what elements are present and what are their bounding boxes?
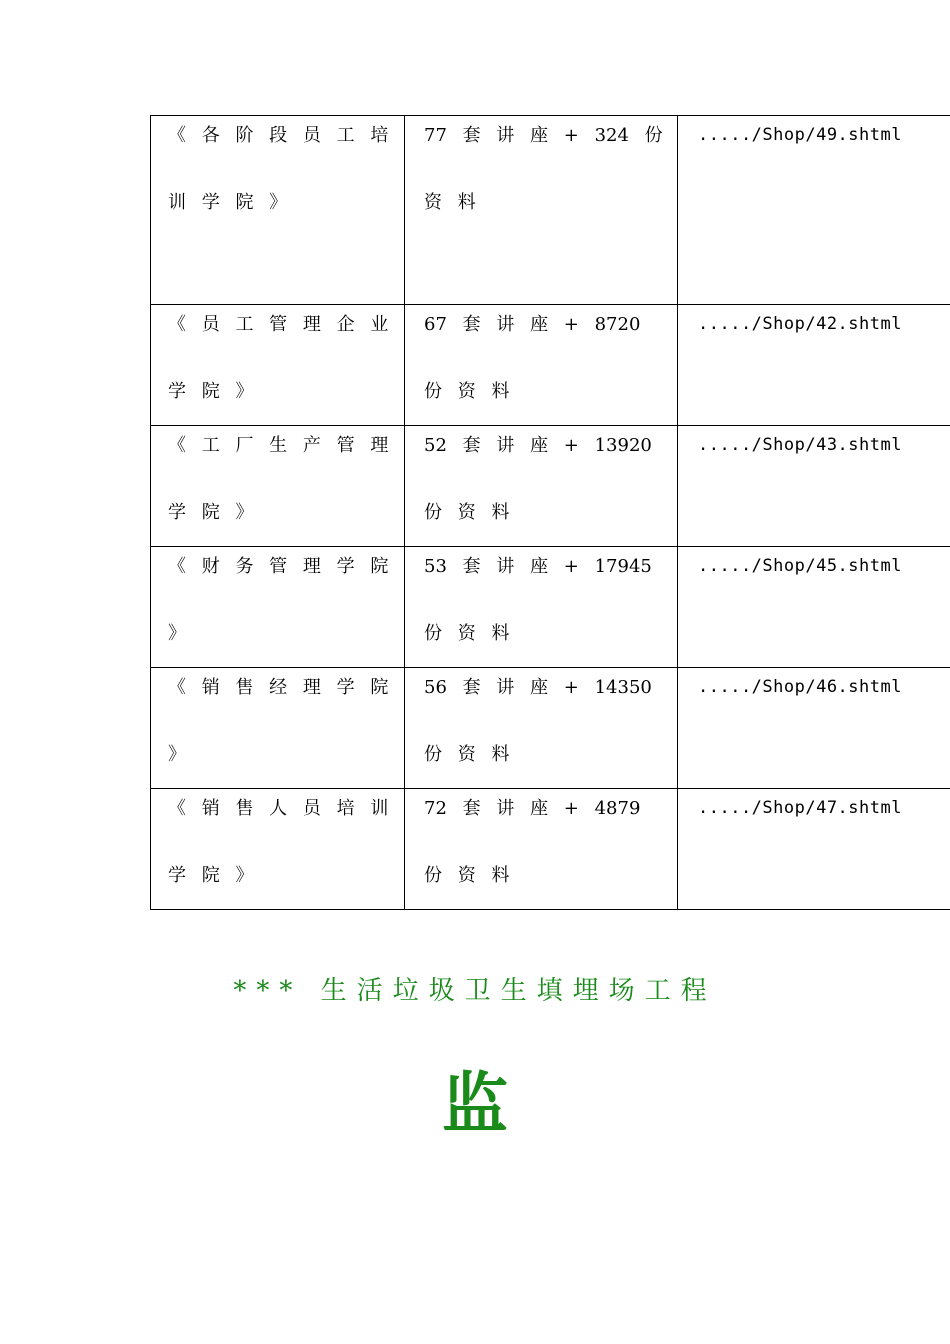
row-desc-cell: [405, 789, 678, 910]
row-title: 《 工 厂 生 产 管 理 学 院 》: [168, 435, 389, 523]
table-row: [151, 789, 950, 910]
row-link[interactable]: ...../Shop/45.shtml: [698, 556, 902, 576]
cover-title-char: 监: [442, 1064, 508, 1142]
row-link[interactable]: ...../Shop/43.shtml: [698, 435, 902, 455]
table-row: [151, 547, 950, 668]
row-title-cell: [151, 547, 405, 668]
row-title-cell: [151, 668, 405, 789]
row-desc-cell: [405, 547, 678, 668]
row-link[interactable]: ...../Shop/42.shtml: [698, 314, 902, 334]
project-heading: *** 生活垃圾卫生填埋场工程: [233, 976, 717, 1006]
row-link-cell: [678, 789, 950, 910]
table-row: [151, 116, 950, 305]
row-desc: 56 套 讲 座 + 14350 份 资 料: [424, 677, 652, 765]
table-row: [151, 668, 950, 789]
course-table: [150, 115, 950, 910]
row-title-cell: [151, 789, 405, 910]
row-link-cell: [678, 668, 950, 789]
row-link-cell: [678, 305, 950, 426]
row-link-cell: [678, 116, 950, 305]
row-desc: 53 套 讲 座 + 17945 份 资 料: [424, 556, 652, 644]
row-desc: 67 套 讲 座 + 8720 份 资 料: [424, 314, 641, 402]
row-link[interactable]: ...../Shop/46.shtml: [698, 677, 902, 697]
row-desc: 72 套 讲 座 + 4879 份 资 料: [424, 798, 641, 886]
row-desc-cell: [405, 426, 678, 547]
row-title: 《 各 阶 段 员 工 培 训 学 院 》: [168, 125, 389, 213]
row-link-cell: [678, 547, 950, 668]
table-row: [151, 305, 950, 426]
row-title-cell: [151, 305, 405, 426]
row-link[interactable]: ...../Shop/47.shtml: [698, 798, 902, 818]
row-link[interactable]: ...../Shop/49.shtml: [698, 125, 902, 145]
table-row: [151, 426, 950, 547]
row-title: 《 销 售 人 员 培 训 学 院 》: [168, 798, 389, 886]
row-desc-cell: [405, 116, 678, 305]
row-title-cell: [151, 116, 405, 305]
row-title: 《 销 售 经 理 学 院 》: [168, 677, 389, 765]
row-title-cell: [151, 426, 405, 547]
row-desc-cell: [405, 668, 678, 789]
row-desc: 77 套 讲 座 + 324 份 资 料: [424, 125, 663, 213]
row-desc-cell: [405, 305, 678, 426]
row-link-cell: [678, 426, 950, 547]
row-title: 《 财 务 管 理 学 院 》: [168, 556, 389, 644]
row-title: 《 员 工 管 理 企 业 学 院 》: [168, 314, 389, 402]
row-desc: 52 套 讲 座 + 13920 份 资 料: [424, 435, 652, 523]
